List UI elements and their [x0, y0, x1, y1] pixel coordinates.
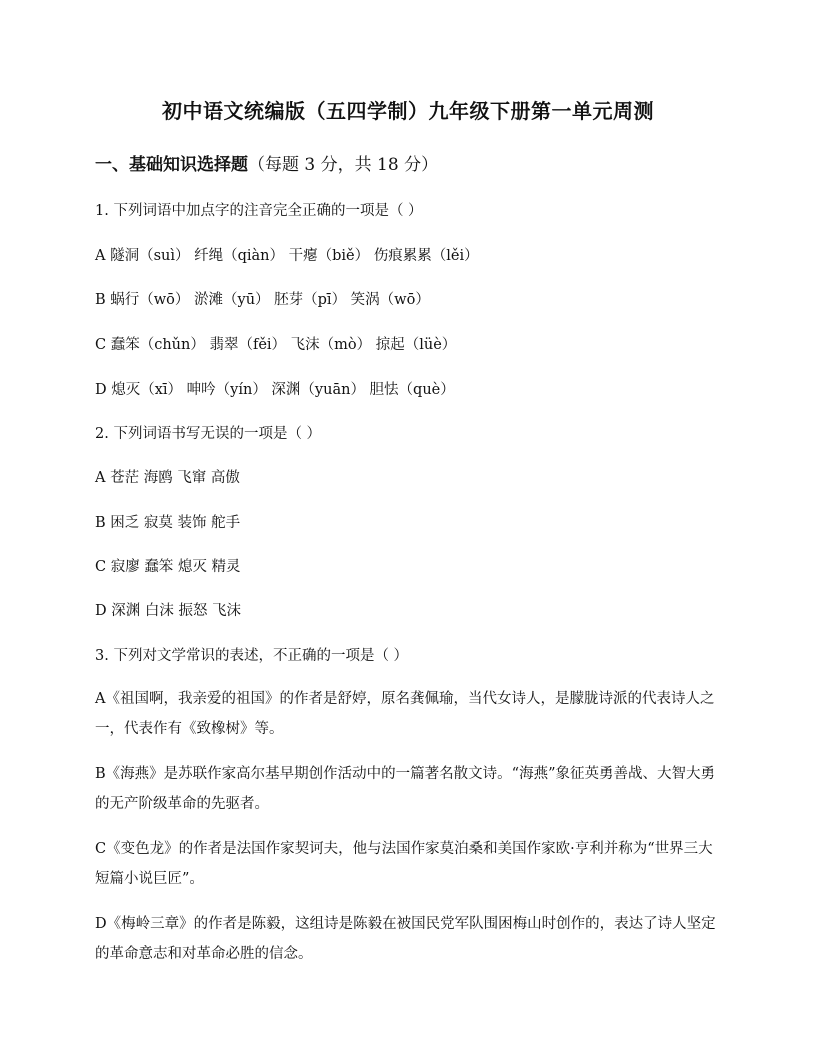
question-1-stem: 1. 下列词语中加点字的注音完全正确的一项是（ ）: [95, 203, 423, 219]
question-2-option-b: B 困乏 寂莫 装饰 舵手: [95, 515, 241, 531]
question-3-stem: 3. 下列对文学常识的表述，不正确的一项是（ ）: [95, 648, 409, 664]
question-3-option-c: C《变色龙》的作者是法国作家契诃夫，他与法国作家莫泊桑和美国作家欧·亨利并称为“世界三大短篇小说巨匠”。: [95, 841, 713, 887]
question-1-option-d: D 熄灭（xī） 呻吟（yín） 深渊（yuān） 胆怯（què）: [95, 382, 455, 398]
section-heading-text: 一、基础知识选择题: [95, 155, 248, 175]
question-3-option-b: B《海燕》是苏联作家高尔基早期创作活动中的一篇著名散文诗。“海燕”象征英勇善战、大智大勇的无产阶级革命的先驱者。: [95, 766, 715, 812]
page-title: 初中语文统编版（五四学制）九年级下册第一单元周测: [162, 99, 654, 123]
question-2-stem: 2. 下列词语书写无误的一项是（ ）: [95, 426, 322, 442]
question-1-option-a: A 隧洞（suì） 纤绳（qiàn） 干瘪（biě） 伤痕累累（lěi）: [95, 248, 479, 264]
question-1-option-c: C 蠢笨（chǔn） 翡翠（fěi） 飞沫（mò） 掠起（lüè）: [95, 337, 457, 353]
question-3-option-a: A《祖国啊，我亲爱的祖国》的作者是舒婷，原名龚佩瑜，当代女诗人，是朦胧诗派的代表诗人之一，代表作有《致橡树》等。: [95, 691, 715, 737]
question-2-option-c: C 寂廖 蠢笨 熄灭 精灵: [95, 559, 241, 575]
question-2-option-a: A 苍茫 海鸥 飞窜 高傲: [95, 470, 240, 486]
question-1-option-b: B 蜗行（wō） 淤滩（yū） 胚芽（pī） 笑涡（wō）: [95, 292, 430, 308]
section-score-note: （每题 3 分，共 18 分）: [248, 155, 439, 175]
section-heading: [95, 150, 438, 175]
question-3-option-d: D《梅岭三章》的作者是陈毅，这组诗是陈毅在被国民党军队围困梅山时创作的，表达了诗人坚定的革命意志和对革命必胜的信念。: [95, 916, 716, 962]
question-2-option-d: D 深渊 白沫 振怒 飞沫: [95, 603, 242, 619]
